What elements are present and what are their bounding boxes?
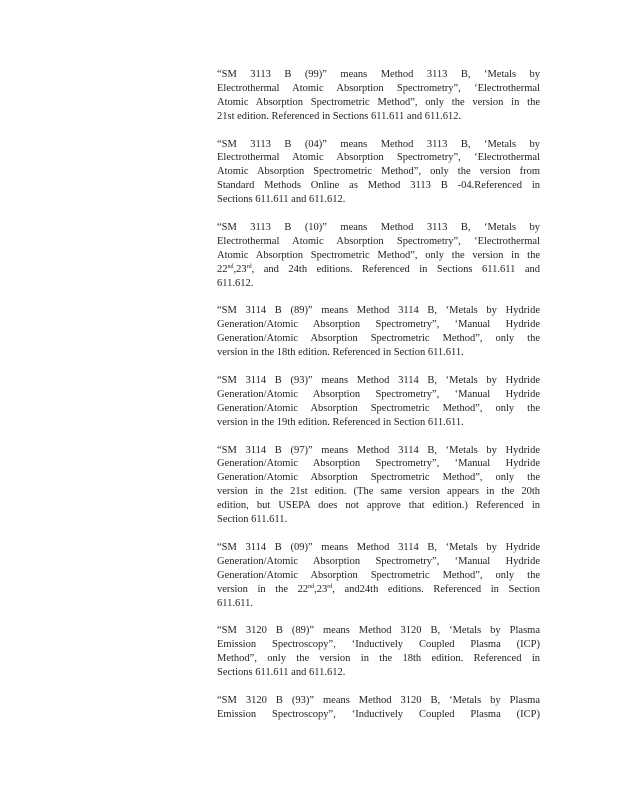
text-line: Generation/Atomic Absorption Spectrometric Method”, only the	[217, 472, 540, 484]
definition-paragraph	[217, 444, 540, 527]
definition-paragraph	[217, 541, 540, 610]
definition-paragraph	[217, 68, 540, 124]
edition-text: version in the	[217, 583, 298, 595]
text-line: Emission Spectroscopy”, ‘Inductively Coupled Plasma (ICP)	[217, 708, 540, 720]
edition-number: 22	[217, 263, 228, 275]
text-line: Generation/Atomic Absorption Spectrometry”, ‘Manual Hydride	[217, 555, 540, 567]
edition-text: , and24th editions. Referenced in Section	[332, 583, 541, 595]
text-line: “SM 3113 B (04)” means Method 3113 B, ‘Metals by	[217, 138, 540, 150]
text-line: Atomic Absorption Spectrometric Method”, only the version in the	[217, 96, 540, 108]
text-line: Electrothermal Atomic Absorption Spectrometry”, ‘Electrothermal	[217, 82, 540, 94]
text-line: Generation/Atomic Absorption Spectrometry”, ‘Manual Hydride	[217, 458, 540, 470]
text-line: “SM 3120 B (93)” means Method 3120 B, ‘Metals by Plasma	[217, 694, 540, 706]
text-line-edition	[217, 263, 540, 277]
text-line: Atomic Absorption Spectrometric Method”, only the version in the	[217, 249, 540, 261]
text-line: version in the 18th edition. Referenced in Section 611.611.	[217, 347, 464, 359]
definition-paragraph	[217, 304, 540, 360]
text-line: “SM 3113 B (10)” means Method 3113 B, ‘Metals by	[217, 222, 540, 234]
text-line: “SM 3114 B (93)” means Method 3114 B, ‘Metals by Hydride	[217, 375, 540, 387]
text-line: Emission Spectroscopy”, ‘Inductively Coupled Plasma (ICP)	[217, 639, 540, 651]
definition-paragraph	[217, 221, 540, 290]
text-line-edition	[217, 583, 540, 597]
text-line: “SM 3113 B (99)” means Method 3113 B, ‘Metals by	[217, 69, 540, 80]
text-line: Method”, only the version in the 18th edition. Referenced in	[217, 653, 540, 665]
ordinal-suffix: rd	[327, 583, 333, 590]
edition-number: ,23	[314, 583, 328, 595]
text-line: “SM 3114 B (09)” means Method 3114 B, ‘Metals by Hydride	[217, 541, 540, 553]
ordinal-suffix: rd	[246, 263, 252, 270]
text-line: Generation/Atomic Absorption Spectrometric Method”, only the	[217, 569, 540, 581]
text-line: Generation/Atomic Absorption Spectrometric Method”, only the	[217, 402, 540, 414]
text-line: Sections 611.611 and 611.612.	[217, 667, 346, 679]
text-line: Standard Methods Online as Method 3113 B -04.Referenced in	[217, 180, 540, 192]
definition-paragraph	[217, 694, 540, 722]
text-line: Generation/Atomic Absorption Spectrometry”, ‘Manual Hydride	[217, 319, 540, 331]
text-line: “SM 3120 B (89)” means Method 3120 B, ‘Metals by Plasma	[217, 625, 540, 637]
text-line: “SM 3114 B (89)” means Method 3114 B, ‘Metals by Hydride	[217, 305, 540, 317]
text-line: “SM 3114 B (97)” means Method 3114 B, ‘Metals by Hydride	[217, 444, 540, 456]
text-line: Generation/Atomic Absorption Spectrometric Method”, only the	[217, 333, 540, 345]
text-line: version in the 19th edition. Referenced in Section 611.611.	[217, 416, 464, 428]
text-line: 21st edition. Referenced in Sections 611.611 and 611.612.	[217, 110, 462, 122]
text-line: Generation/Atomic Absorption Spectrometry”, ‘Manual Hydride	[217, 388, 540, 400]
ordinal-suffix: nd	[227, 263, 234, 270]
definition-paragraph	[217, 624, 540, 680]
edition-number: 22	[297, 583, 309, 595]
text-line: Electrothermal Atomic Absorption Spectrometry”, ‘Electrothermal	[217, 235, 540, 247]
text-line: 611.612.	[217, 277, 254, 289]
text-line: Sections 611.611 and 611.612.	[217, 194, 346, 206]
document-body	[217, 68, 540, 736]
text-line: version in the 21st edition. (The same version appears in the 20th	[217, 486, 540, 498]
definition-paragraph	[217, 374, 540, 430]
text-line: 611.611.	[217, 597, 253, 609]
edition-number: ,23	[233, 263, 247, 275]
text-line: Atomic Absorption Spectrometric Method”, only the version from	[217, 166, 540, 178]
ordinal-suffix: nd	[308, 583, 315, 590]
text-line: Section 611.611.	[217, 514, 288, 526]
text-line: edition, but USEPA does not approve that edition.) Referenced in	[217, 500, 540, 512]
edition-text: , and 24th editions. Referenced in Sections 611.611 and	[251, 263, 540, 275]
definition-paragraph	[217, 138, 540, 207]
text-line: Electrothermal Atomic Absorption Spectrometry”, ‘Electrothermal	[217, 152, 540, 164]
